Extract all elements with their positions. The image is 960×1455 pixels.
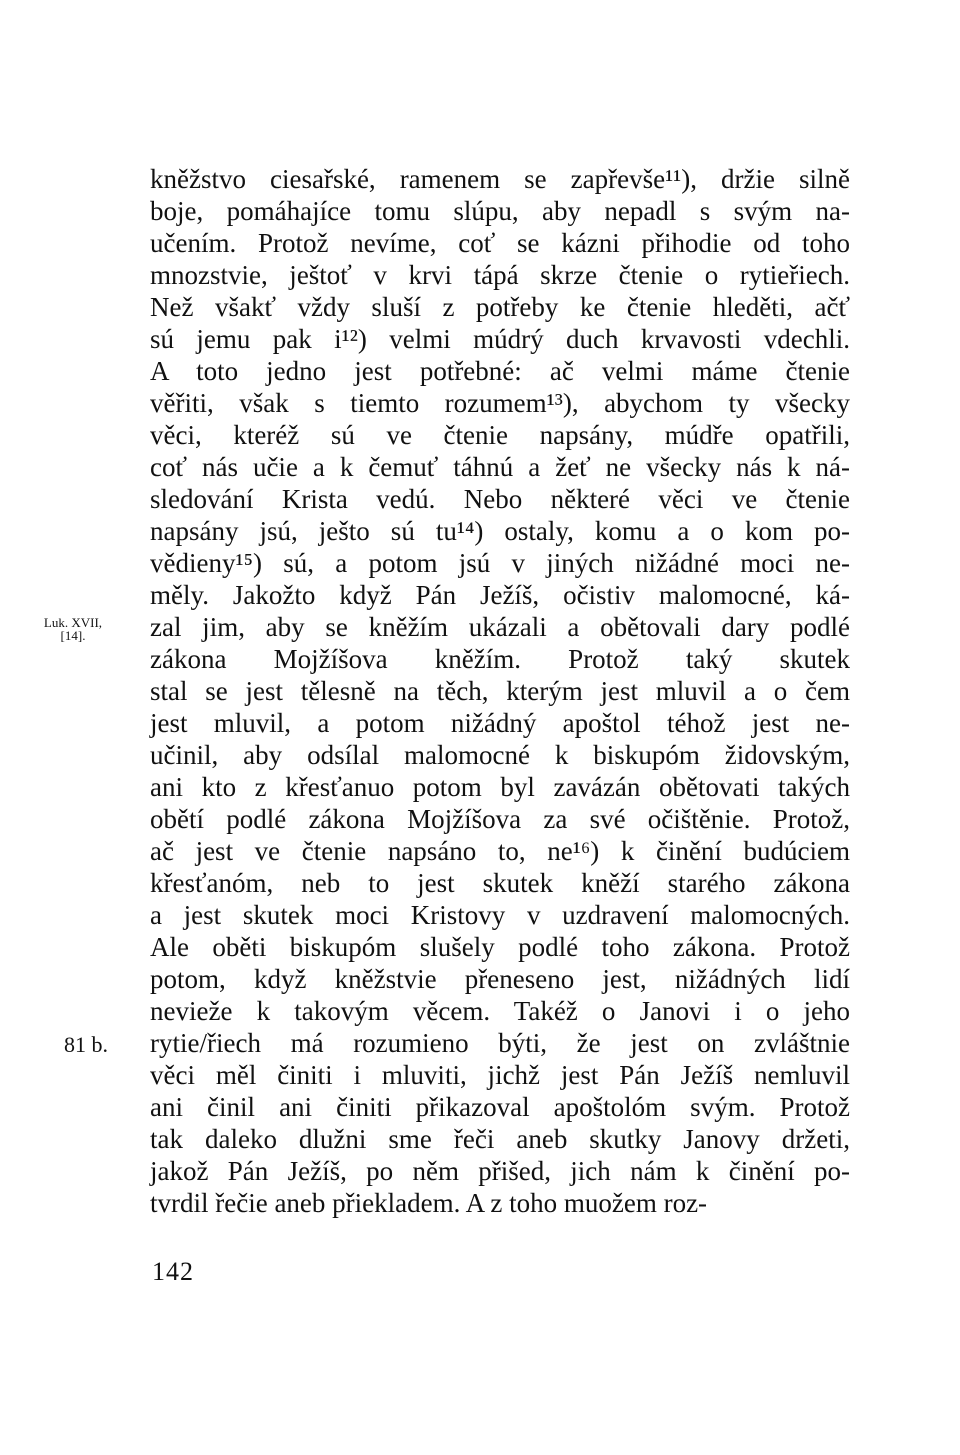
text-line: Ale oběti biskupóm slušely podlé toho zákona. Protož — [150, 932, 850, 962]
text-line: tak daleko dlužni sme řeči aneb skutky Janovy držeti, — [150, 1124, 850, 1154]
text-line: A toto jedno jest potřebné: ač velmi máme čtenie — [150, 356, 850, 386]
text-line: jest mluvil, a potom nižádný apoštol téhož jest ne- — [150, 708, 850, 738]
text-line: coť nás učie a k čemuť táhnú a žeť ne všecky nás k ná- — [150, 452, 850, 482]
text-line: věci, kteréž sú ve čtenie napsány, múdře opatřili, — [150, 420, 850, 450]
text-line: vědieny¹⁵) sú, a potom jsú v jiných nižádné moci ne- — [150, 548, 850, 578]
text-line: křesťanóm, neb to jest skutek kněží starého zákona — [150, 868, 850, 898]
text-line: mnozstvie, ještoť v krvi tápá skrze čtenie o rytieřiech. — [150, 260, 850, 290]
text-line: obětí podlé zákona Mojžíšova za své očištěnie. Protož, — [150, 804, 850, 834]
margin-reference-luke — [38, 616, 108, 642]
text-line: boje, pomáhajíce tomu slúpu, aby nepadl s svým na- — [150, 196, 850, 226]
margin-reference-line1: Luk. XVII, — [43, 615, 103, 630]
text-line: jakož Pán Ježíš, po něm přišed, jich nám k činění po- — [150, 1156, 850, 1186]
text-line: zal jim, aby se kněžím ukázali a obětovali dary podlé — [150, 612, 850, 642]
text-line: sledování Krista vedú. Nebo některé věci ve čtenie — [150, 484, 850, 514]
margin-reference-line2: [14]. — [60, 628, 86, 643]
text-line: tvrdil řečie aneb přiekladem. A z toho muožem roz- — [150, 1188, 708, 1218]
text-line: ač jest ve čtenie napsáno to, ne¹⁶) k činění budúciem — [150, 836, 850, 866]
text-line: učením. Protož nevíme, coť se kázni přihodie od toho — [150, 228, 850, 258]
text-line: stal se jest tělesně na těch, kterým jest mluvil a o čem — [150, 676, 850, 706]
text-line: věřiti, však s tiemto rozumem¹³), abychom ty všecky — [150, 388, 850, 418]
text-line: potom, když kněžstvie přeneseno jest, nižádných lidí — [150, 964, 850, 994]
text-line: rytie/řiech má rozumieno býti, že jest on zvláštnie — [150, 1028, 850, 1058]
text-line: sú jemu pak i¹²) velmi múdrý duch krvavosti vdechli. — [150, 324, 850, 354]
text-line: zákona Mojžíšova kněžím. Protož taký skutek — [150, 644, 850, 674]
text-line: kněžstvo ciesařské, ramenem se zapřevše¹¹), držie silně — [150, 164, 850, 194]
text-line: měly. Jakožto když Pán Ježíš, očistiv malomocné, ká- — [150, 580, 850, 610]
body-text — [150, 163, 850, 1219]
text-line: Než všakť vždy sluší z potřeby ke čtenie hleděti, ačť — [150, 292, 850, 322]
margin-folio-note: 81 b. — [64, 1032, 108, 1057]
text-line: napsány jsú, ješto sú tu¹⁴) ostaly, komu a o kom po- — [150, 516, 850, 546]
text-line: ani kto z křesťanuo potom byl zavázán obětovati takých — [150, 772, 850, 802]
text-line: ani činil ani činiti přikazoval apoštolóm svým. Protož — [150, 1092, 850, 1122]
text-line: nevieže k takovým věcem. Takéž o Janovi i o jeho — [150, 996, 850, 1026]
text-line: věci měl činiti i mluviti, jichž jest Pán Ježíš nemluvil — [150, 1060, 850, 1090]
text-line: učinil, aby odsílal malomocné k biskupóm židovským, — [150, 740, 850, 770]
text-line: a jest skutek moci Kristovy v uzdravení malomocných. — [150, 900, 850, 930]
page-number: 142 — [152, 1257, 194, 1286]
